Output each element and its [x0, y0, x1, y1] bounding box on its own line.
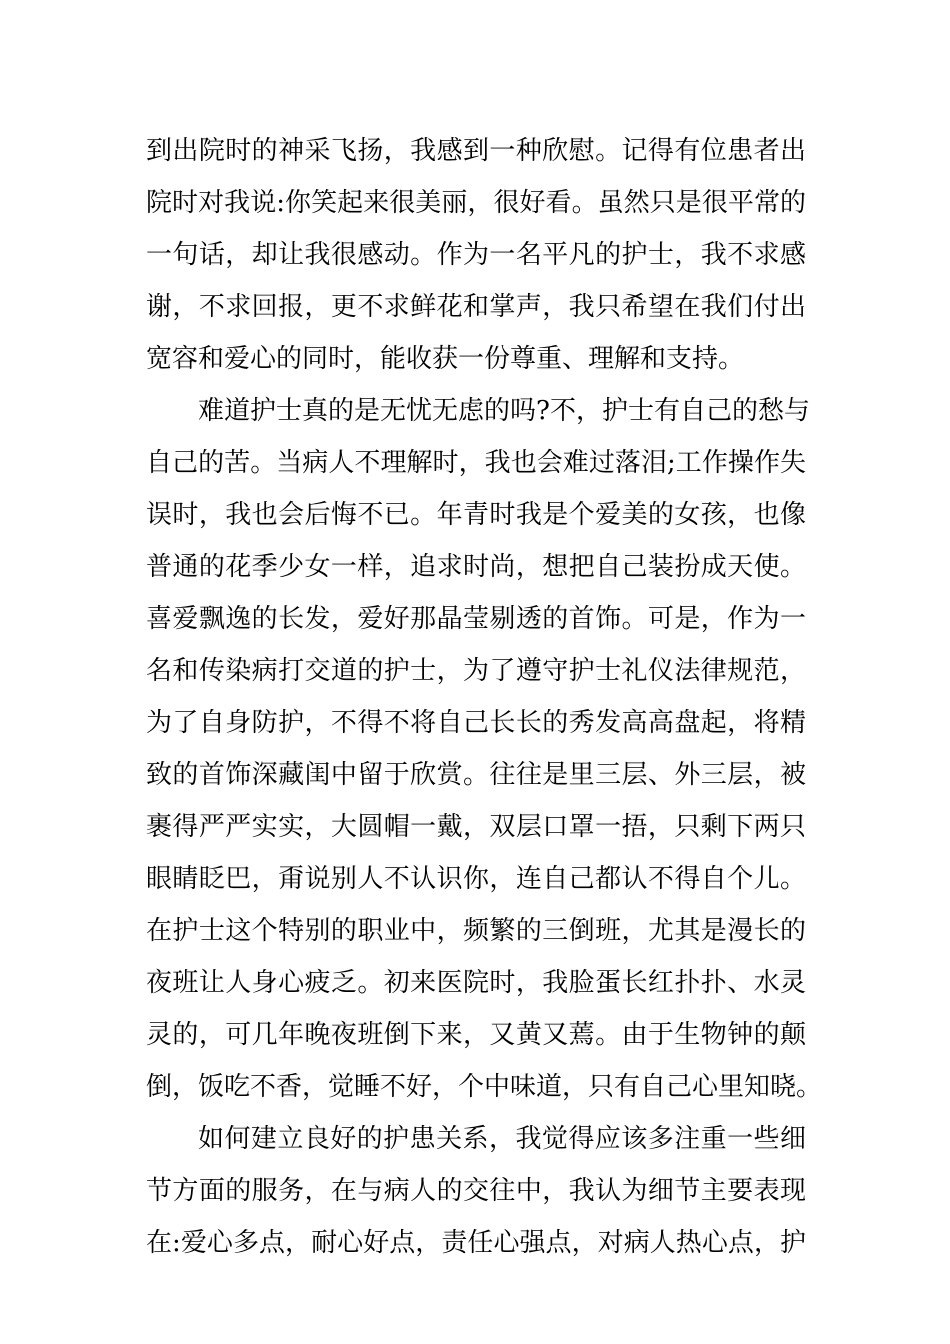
text-line: 难道护士真的是无忧无虑的吗?不，护士有自己的愁与 — [198, 396, 810, 426]
text-line: 为了自身防护，不得不将自己长长的秀发高高盘起，将精 — [146, 708, 806, 738]
text-line: 在护士这个特别的职业中，频繁的三倒班，尤其是漫长的 — [146, 916, 806, 946]
text-line: 宽容和爱心的同时，能收获一份尊重、理解和支持。 — [146, 344, 745, 374]
text-line: 一句话，却让我很感动。作为一名平凡的护士，我不求感 — [146, 240, 806, 270]
text-line: 谢，不求回报，更不求鲜花和掌声，我只希望在我们付出 — [146, 292, 806, 322]
paragraph — [146, 385, 823, 1113]
text-line: 院时对我说:你笑起来很美丽，很好看。虽然只是很平常的 — [146, 188, 806, 218]
text-line: 裹得严严实实，大圆帽一戴，双层口罩一捂，只剩下两只 — [146, 812, 806, 842]
text-line: 到出院时的神采飞扬，我感到一种欣慰。记得有位患者出 — [146, 136, 806, 166]
text-line: 倒，饭吃不香，觉睡不好，个中味道，只有自己心里知晓。 — [146, 1072, 823, 1102]
body-text — [146, 125, 823, 1269]
text-line: 如何建立良好的护患关系，我觉得应该多注重一些细 — [198, 1124, 806, 1154]
text-line: 节方面的服务，在与病人的交往中，我认为细节主要表现 — [146, 1176, 806, 1206]
paragraph — [146, 125, 806, 385]
text-line: 喜爱飘逸的长发，爱好那晶莹剔透的首饰。可是，作为一 — [146, 604, 806, 634]
text-line: 名和传染病打交道的护士，为了遵守护士礼仪法律规范， — [146, 656, 806, 686]
text-line: 夜班让人身心疲乏。初来医院时，我脸蛋长红扑扑、水灵 — [146, 968, 806, 998]
text-line: 在:爱心多点，耐心好点，责任心强点，对病人热心点，护 — [146, 1228, 806, 1258]
paragraph — [146, 1113, 806, 1269]
text-line: 自己的苦。当病人不理解时，我也会难过落泪;工作操作失 — [146, 448, 806, 478]
text-line: 误时，我也会后悔不已。年青时我是个爱美的女孩，也像 — [146, 500, 806, 530]
text-line: 灵的，可几年晚夜班倒下来，又黄又蔫。由于生物钟的颠 — [146, 1020, 806, 1050]
text-line: 眼睛眨巴，甭说别人不认识你，连自己都认不得自个儿。 — [146, 864, 806, 894]
text-line: 普通的花季少女一样，追求时尚，想把自己装扮成天使。 — [146, 552, 806, 582]
text-line: 致的首饰深藏闺中留于欣赏。往往是里三层、外三层，被 — [146, 760, 806, 790]
